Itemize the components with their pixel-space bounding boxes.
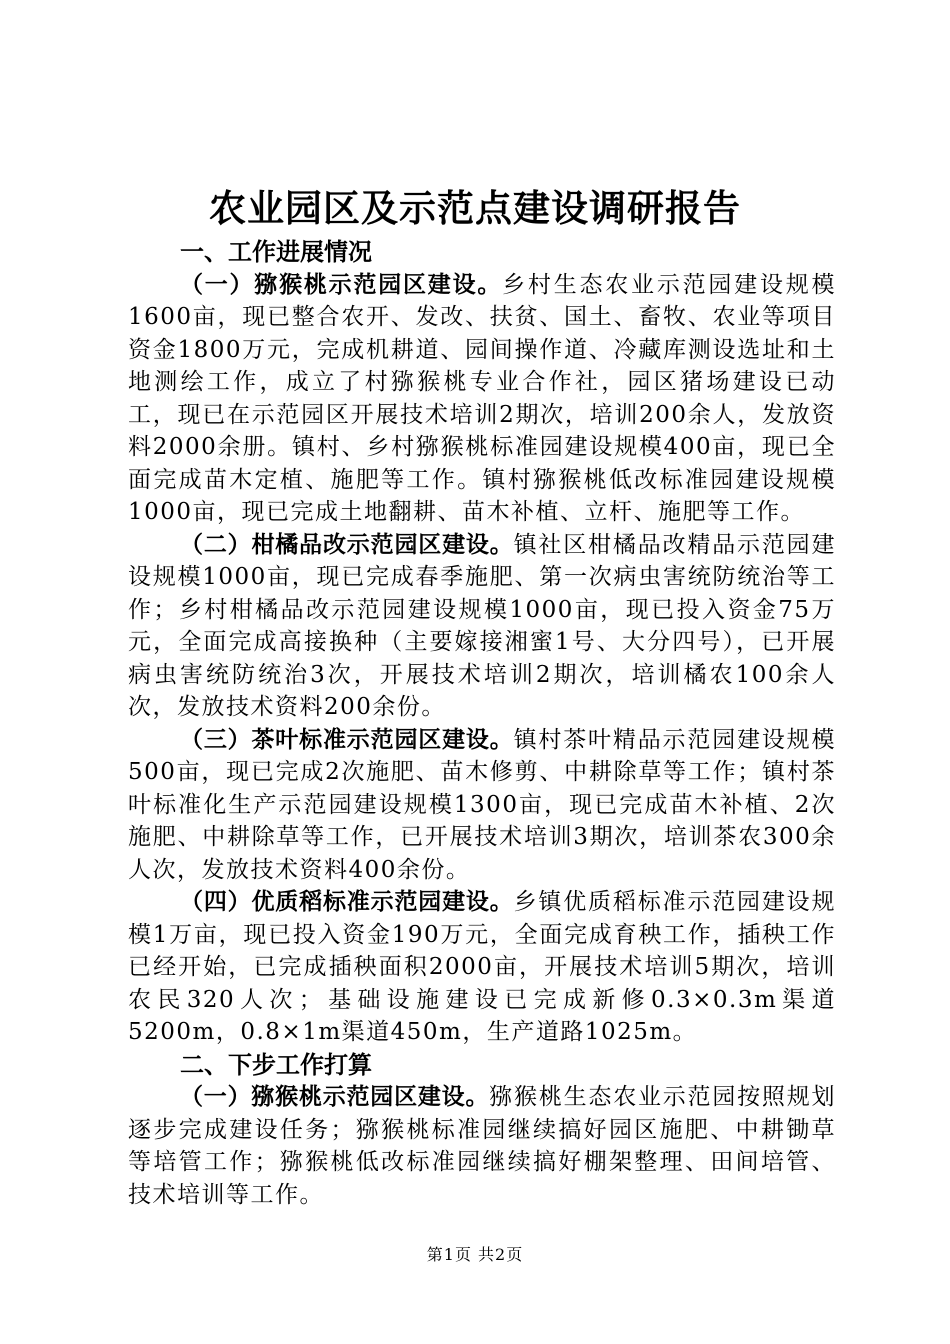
paragraph-lead: （三）茶叶标准示范园区建设。 (180, 726, 514, 753)
paragraph-kiwi-park (128, 269, 836, 529)
paragraph-lead: （四）优质稻标准示范园建设。 (180, 889, 514, 915)
paragraph-lead: （二）柑橘品改示范园区建设。 (180, 531, 514, 558)
paragraph-text: 镇社区柑橘品改精品示范园建设规模1000亩，现已完成春季施肥、第一次病虫害统防统治等工作；乡村柑橘品改示范园建设规模1000亩，现已投入资金75万元，全面完成高接换种（主要嫁接湘蜜1号、大分四号），已开展病虫害统防统治3次，开展技术培训2期次，培训橘农100余人次，发放技术资料200余份。 (128, 531, 837, 720)
paragraph-lead: （一）猕猴桃示范园区建设。 (180, 271, 503, 298)
section-heading-next-steps: 二、下步工作打算 (180, 1050, 372, 1079)
section-heading-progress: 一、工作进展情况 (180, 238, 372, 266)
document-title: 农业园区及示范点建设调研报告 (209, 187, 741, 230)
paragraph-tea-park (128, 724, 836, 887)
paragraph-text: 乡镇优质稻标准示范园建设规模1万亩，现已投入资金190万元，全面完成育秧工作，插秧工作已经开始，已完成插秧面积2000亩，开展技术培训5期次，培训农民320人次；基础设施建设已完成新修0.3×0.3m渠道5200m，0.8×1m渠道450m，生产道路1025m。 (128, 889, 837, 1045)
page-footer: 第1页 共2页 (426, 1245, 524, 1264)
paragraph-text: 乡村生态农业示范园建设规模1600亩，现已整合农开、发改、扶贫、国土、畜牧、农业等项目资金1800万元，完成机耕道、园间操作道、冷藏库测设选址和土地测绘工作，成立了村猕猴桃专业合作社，园区猪场建设已动工，现已在示范园区开展技术培训2期次，培训200余人，发放资料2000余册。镇村、乡村猕猴桃标准园建设规模400亩，现已全面完成苗木定植、施肥等工作。镇村猕猴桃低改标准园建设规模1000亩，现已完成土地翻耕、苗木补植、立杆、施肥等工作。 (128, 271, 837, 525)
paragraph-text: 镇村茶叶精品示范园建设规模500亩，现已完成2次施肥、苗木修剪、中耕除草等工作；镇村茶叶标准化生产示范园建设规模1300亩，现已完成苗木补植、2次施肥、中耕除草等工作，已开展技术培训3期次，培训茶农300余人次，发放技术资料400余份。 (128, 726, 837, 883)
paragraph-citrus-park (128, 529, 836, 724)
paragraph-lead: （一）猕猴桃示范园区建设。 (180, 1084, 490, 1110)
paragraph-text: 猕猴桃生态农业示范园按照规划逐步完成建设任务；猕猴桃标准园继续搞好园区施肥、中耕锄草等培管工作；猕猴桃低改标准园继续搞好棚架整理、田间培管、技术培训等工作。 (128, 1084, 837, 1208)
paragraph-rice-park (128, 886, 836, 1049)
paragraph-kiwi-plan (128, 1081, 836, 1211)
document-body (128, 236, 836, 1211)
